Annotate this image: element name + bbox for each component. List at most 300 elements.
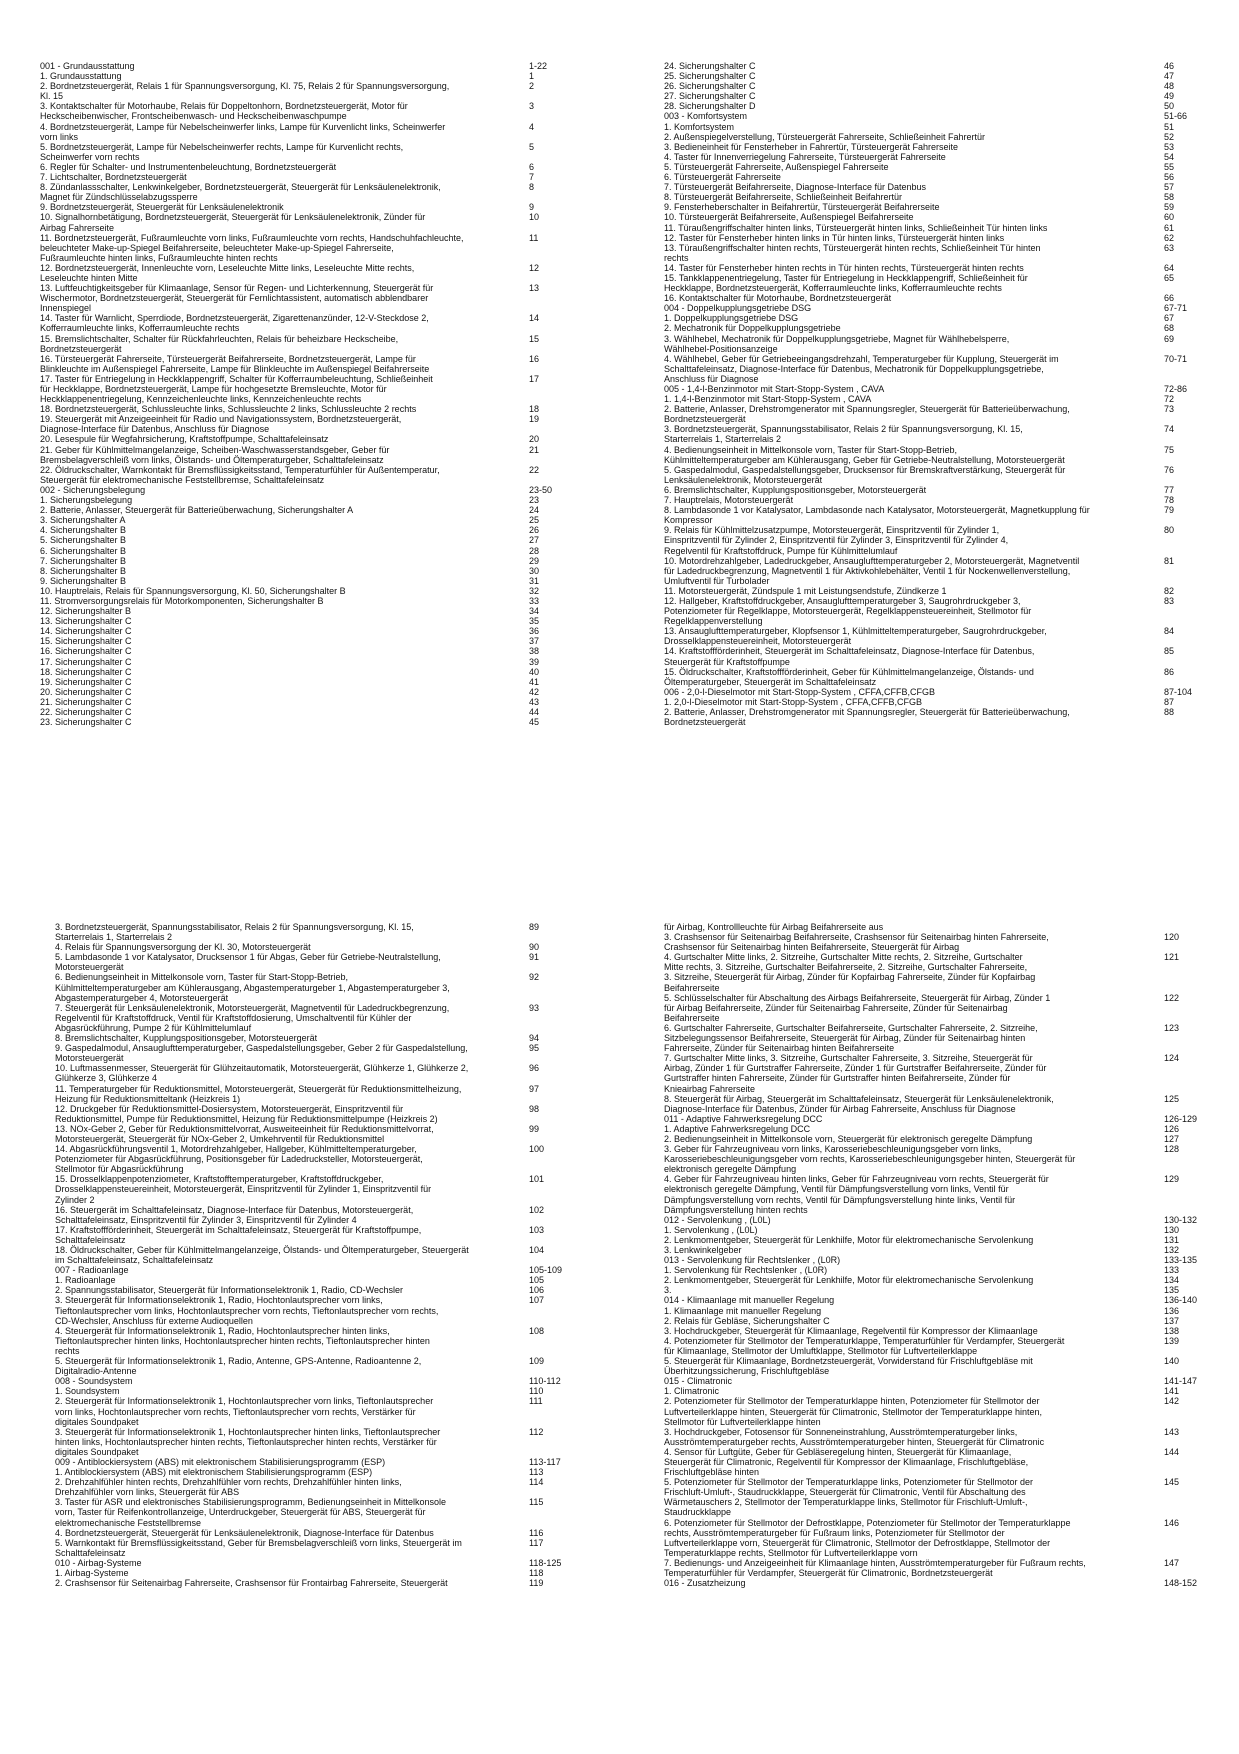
toc-entry-title: 13. Türaußengriffschalter hinten rechts, Türsteuergerät hinten rechts, Schließeinheit Tür hinten rechts [664,242,1041,263]
toc-entry-page: 113 [529,1467,544,1478]
toc-entry [664,993,1200,1023]
toc-entry [664,394,1200,404]
toc-entry [664,273,1200,293]
toc-entry [40,61,563,71]
toc-entry-title: 3. Hochdruckgeber, Steuergerät für Klimaanlage, Regelventil für Kompressor der Klimaanlage [664,1325,1038,1336]
toc-entry [664,525,1200,555]
toc-entry [55,952,563,972]
toc-entry-page: 114 [529,1477,544,1488]
toc-entry [664,1053,1200,1093]
toc-entry-page: 20 [529,434,540,445]
toc-entry-title: 3. Bedieneinheit für Fensterheber in Fahrertür, Türsteuergerät Fahrerseite [664,141,958,152]
toc-entry [664,293,1200,303]
toc-entry [40,414,563,434]
toc-entry-page: 102 [529,1204,545,1215]
toc-entry-page: 64 [1164,262,1175,273]
toc-entry-title: 4. Bedienungseinheit in Mittelkonsole vorn, Taster für Start-Stopp-Betrieb, Kühlmitteltemperaturgeber am Kühlerausgang, Geber für Getriebe-Neutralstellung, Motorsteuergerät [664,444,1065,465]
toc-entry [40,182,563,202]
toc-entry-title: 009 - Antiblockiersystem (ABS) mit elektronischem Stabilisierungsprogramm (ESP) [55,1456,386,1467]
toc-entry-title: 004 - Doppelkupplungsgetriebe DSG [664,303,812,314]
toc-entry-page: 3 [529,101,535,112]
toc-entry-page: 133 [1164,1265,1180,1276]
toc-entry [664,1235,1200,1245]
toc-entry [664,1255,1200,1265]
toc-entry [40,626,563,636]
toc-entry [55,1275,563,1285]
toc-entry [55,1205,563,1225]
toc-entry-page: 127 [1164,1133,1180,1144]
toc-entry-page: 2 [529,81,535,92]
toc-entry [664,313,1200,323]
toc-entry [55,1063,563,1083]
toc-entry [40,71,563,81]
toc-entry [664,1245,1200,1255]
toc-entry [664,243,1200,263]
toc-entry-title: 1. Servolenkung , (L0L) [664,1224,758,1235]
toc-entry-title: 13. Luftfeuchtigkeitsgeber für Klimaanlage, Sensor für Regen- und Lichterkennung, Steuergerät für Wischermotor, Bordnetzsteuergerät, Steuergerät für Fernlichtassistent, automatisch abblendbarer Innenspiegel [40,283,434,314]
toc-column-3 [55,922,563,1741]
toc-entry [664,1174,1200,1214]
toc-entry [664,1396,1200,1426]
toc-entry-page: 107 [529,1295,545,1306]
toc-entry-title: 16. Steuergerät im Schalttafeleinsatz, Diagnose-Interface für Datenbus, Motorsteuergerät, Schalttafeleinsatz, Einspritzventil für Zylinder 3, Einspritzventil für Zylinder 4 [55,1204,414,1225]
toc-entry [40,434,563,444]
toc-entry-page: 81 [1164,555,1175,566]
toc-entry-page: 108 [529,1325,545,1336]
toc-entry-title: 006 - 2,0-l-Dieselmotor mit Start-Stopp-System , CFFA,CFFB,CFGB [664,686,936,697]
toc-entry [40,445,563,465]
toc-entry-page: 106 [529,1285,545,1296]
toc-entry-title: 008 - Soundsystem [55,1376,133,1387]
toc-entry [40,81,563,101]
toc-entry [55,1326,563,1356]
toc-entry [664,1356,1200,1376]
toc-entry-page: 128 [1164,1144,1180,1155]
toc-entry-title: 7. Türsteuergerät Beifahrerseite, Diagnose-Interface für Datenbus [664,182,926,193]
toc-entry-page: 1 [529,71,535,82]
toc-entry-title: 1. Climatronic [664,1386,720,1397]
toc-entry-title: 010 - Airbag-Systeme [55,1557,142,1568]
toc-entry [664,1114,1200,1124]
toc-entry-title: 011 - Adaptive Fahrwerksregelung DCC [664,1113,823,1124]
toc-entry-page: 140 [1164,1356,1180,1367]
toc-entry-page: 95 [529,1043,540,1054]
toc-entry-title: 15. Sicherungshalter C [40,636,132,647]
toc-column-2 [664,61,1200,837]
toc-entry-title: 012 - Servolenkung , (L0L) [664,1214,771,1225]
toc-entry-page: 103 [529,1224,545,1235]
toc-entry-page: 129 [1164,1174,1180,1185]
toc-entry-title: 5. Steuergerät für Klimaanlage, Bordnetzsteuergerät, Vorwiderstand für Frischluftgebläse mit Überhitzungssicherung, Frischluftgebläse [664,1356,1033,1377]
toc-entry [664,586,1200,596]
toc-entry [40,677,563,687]
toc-entry-page: 89 [529,922,540,932]
toc-entry-title: 7. Hauptrelais, Motorsteuergerät [664,495,794,506]
toc-entry-page: 36 [529,626,540,637]
toc-entry-title: 3. Sicherungshalter A [40,515,126,526]
toc-entry-title: 6. Potenziometer für Stellmotor der Defrostklappe, Potenziometer für Stellmotor der Temperaturklappe rechts, Ausströmtemperaturgeber für Fußraum links, Potenziometer für Stellmotor der Luftverteilerklappe vorn, Steuergerät für Climatronic, Stellmotor der Defrostklappe, Stellmotor der Temperaturklappe rechts, Stellmotor für Luftverteilerklappe vorn [664,1517,1071,1558]
toc-entry-title: 15. Öldruckschalter, Kraftstoffförderinheit, Geber für Kühlmittelmangelanzeige, Ölstands- und Öltemperaturgeber, Steuergerät im Schalttafeleinsatz [664,666,1034,687]
toc-entry [40,162,563,172]
toc-entry-page: 48 [1164,81,1175,92]
toc-entry [40,566,563,576]
toc-entry-title: 17. Kraftstoffförderinheit, Steuergerät im Schalttafeleinsatz, Steuergerät für Kraftstoffpumpe, Schalttafeleinsatz [55,1224,422,1245]
toc-entry-page: 25 [529,515,540,526]
toc-entry-title: 7. Sicherungshalter B [40,555,127,566]
toc-entry-page: 33 [529,595,540,606]
toc-entry-title: 2. Batterie, Anlasser, Drehstromgenerator mit Spannungsregler, Steuergerät für Batterieüberwachung, Bordnetzsteuergerät [664,404,1070,425]
toc-entry-title: 2. Spannungsstabilisator, Steuergerät für Informationselektronik 1, Radio, CD-Wechsler [55,1285,404,1296]
toc-entry-page: 148-152 [1164,1578,1198,1589]
toc-column-4 [664,922,1200,1741]
toc-entry-title: 3. [664,1285,672,1296]
toc-entry-page: 18 [529,404,540,415]
toc-entry [664,1295,1200,1305]
toc-entry-page: 43 [529,696,540,707]
toc-entry-title: 27. Sicherungshalter C [664,91,756,102]
toc-entry-title: 3. Hochdruckgeber, Fotosensor für Sonneneinstrahlung, Ausströmtemperaturgeber links, Ausströmtemperaturgeber rechts, Ausströmtemperaturgeber hinten, Steuergerät für Climatronic [664,1426,1045,1447]
toc-entry [40,334,563,354]
toc-entry [664,122,1200,132]
toc-entry-page: 30 [529,565,540,576]
toc-entry-page: 78 [1164,495,1175,506]
toc-entry-page: 27 [529,535,540,546]
toc-entry-title: 25. Sicherungshalter C [664,71,756,82]
toc-entry-page: 116 [529,1527,544,1538]
toc-entry-page: 115 [529,1497,544,1508]
toc-entry-page: 66 [1164,293,1175,304]
toc-entry-page: 101 [529,1174,545,1185]
toc-entry [55,1295,563,1325]
toc-entry [40,172,563,182]
toc-entry-title: 5. Steuergerät für Informationselektronik 1, Radio, Antenne, GPS-Antenne, Radioantenne 2, Digitalradio-Antenne [55,1356,422,1377]
toc-entry-page: 23 [529,495,540,506]
toc-entry-page: 125 [1164,1093,1180,1104]
toc-entry-title: 2. Relais für Gebläse, Sicherungshalter C [664,1315,830,1326]
toc-entry-title: 8. Lambdasonde 1 vor Katalysator, Lambdasonde nach Katalysator, Motorsteuergerät, Magnetkupplung für Kompressor [664,505,1090,526]
toc-entry [40,657,563,667]
toc-entry-page: 34 [529,606,540,617]
toc-entry-title: 2. Lenkmomentgeber, Steuergerät für Lenkhilfe, Motor für elektromechanische Servolenkung [664,1275,1034,1286]
toc-entry [664,404,1200,424]
toc-entry-title: 1. Grundausstattung [40,71,122,82]
toc-entry-page: 42 [529,686,540,697]
toc-entry [664,61,1200,71]
toc-entry-page: 77 [1164,484,1175,495]
toc-entry-page: 4 [529,121,535,132]
toc-entry-page: 111 [529,1396,543,1407]
toc-entry-page: 82 [1164,585,1175,596]
toc-entry-title: 7. Steuergerät für Lenksäulenelektronik, Motorsteuergerät, Magnetventil für Ladedruckbegrenzung, Regelventil für Kraftstoffdruck, Ventil für Kraftstoffdosierung, Umschaltventil für Kühler der Abgasrückführung, Pumpe 2 für Kühlmittelumlauf [55,1002,450,1033]
toc-entry-page: 87-104 [1164,686,1193,697]
toc-entry-page: 59 [1164,202,1175,213]
toc-entry [40,404,563,414]
toc-entry-page: 97 [529,1083,540,1094]
toc-entry-page: 69 [1164,333,1175,344]
toc-entry [664,1285,1200,1295]
toc-entry-title: 6. Türsteuergerät Fahrerseite [664,172,781,183]
toc-entry-title: 2. Batterie, Anlasser, Steuergerät für Batterieüberwachung, Sicherungshalter A [40,505,354,516]
toc-entry-page: 117 [529,1537,544,1548]
toc-entry [664,1265,1200,1275]
toc-entry-title: 2. Außenspiegelverstellung, Türsteuergerät Fahrerseite, Schließeinheit Fahrertür [664,131,985,142]
toc-entry [55,1225,563,1245]
toc-entry [664,182,1200,192]
toc-entry-page: 23-50 [529,484,553,495]
toc-entry-page: 11 [529,232,539,243]
toc-entry-page: 85 [1164,646,1175,657]
toc-entry [664,596,1200,626]
toc-entry-title: 2. Batterie, Anlasser, Drehstromgenerator mit Spannungsregler, Steuergerät für Batterieüberwachung, Bordnetzsteuergerät [664,707,1070,728]
toc-entry-title: 4. Taster für Innenverriegelung Fahrerseite, Türsteuergerät Fahrerseite [664,151,946,162]
toc-entry-title: 9. Sicherungshalter B [40,575,127,586]
toc-entry-title: 015 - Climatronic [664,1376,733,1387]
toc-entry [664,101,1200,111]
toc-entry-title: 7. Lichtschalter, Bordnetzsteuergerät [40,172,187,183]
toc-entry [664,465,1200,485]
toc-entry-title: 2. Lenkmomentgeber, Steuergerät für Lenkhilfe, Motor für elektromechanische Servolenkung [664,1234,1034,1245]
toc-entry [664,1447,1200,1477]
toc-entry-title: 11. Motorsteuergerät, Zündspule 1 mit Leistungsendstufe, Zündkerze 1 [664,585,947,596]
toc-entry-page: 113-117 [529,1456,561,1467]
toc-entry-page: 136-140 [1164,1295,1198,1306]
toc-entry-title: 21. Geber für Kühlmittelmangelanzeige, Scheiben-Waschwasserstandsgeber, Geber für Bremsbelagverschleiß vorn links, Ölstands- und Öltemperaturgeber, Schalttafeleinsatz [40,444,390,465]
toc-entry [55,1538,563,1558]
toc-entry-title: 4. Geber für Fahrzeugniveau hinten links, Geber für Fahrzeugniveau vorn rechts, Steuergerät für elektronisch geregelte Dämpfung, Ventil für Dämpfungsverstellung vorn links, Ventil für Dämpfungsverstellung vorn rechts, Ventil für Dämpfungsverstellung hinte links, Ventil für Dämpfungsverstellung hinten rechts [664,1174,1049,1215]
toc-entry-title: 11. Bordnetzsteuergerät, Fußraumleuchte vorn links, Fußraumleuchte vorn rechts, Handschuhfachleuchte, beleuchteter Make-up-Spiegel Beifahrerseite, beleuchteter Make-up-Spiegel Fahrerseite, Fußraumleuchte hinten links, Fußraumleuchte hinten rechts [40,232,464,263]
toc-entry-page: 84 [1164,626,1175,637]
toc-entry-page: 138 [1164,1325,1180,1336]
toc-entry [40,596,563,606]
toc-entry [40,465,563,485]
toc-entry [664,1275,1200,1285]
toc-entry [40,606,563,616]
toc-entry-title: 10. Signalhornbetätigung, Bordnetzsteuergerät, Steuergerät für Lenksäulenelektronik, Zünder für Airbag Fahrerseite [40,212,426,233]
toc-entry-title: 4. Sensor für Luftgüte, Geber für Gebläseregelung hinten, Steuergerät für Klimaanlage, Steuergerät für Climatronic, Regelventil für Kompressor der Klimaanlage, Frischluftgebläse, Frischluftgebläse hinten [664,1446,1029,1478]
toc-entry-title: 9. Relais für Kühlmittelzusatzpumpe, Motorsteuergerät, Einspritzventil für Zylinder 1, Einspritzventil für Zylinder 2, Einspritzventil für Zylinder 3, Einspritzventil für Zylinder 4, Regelventil für Kraftstoffdruck, Pumpe für Kühlmittelumlauf [664,525,1009,556]
toc-entry-page: 28 [529,545,540,556]
toc-entry [664,81,1200,91]
toc-entry-title: 8. Sicherungshalter B [40,565,127,576]
toc-entry [664,556,1200,586]
toc-entry [664,1134,1200,1144]
toc-entry-page: 137 [1164,1315,1180,1326]
toc-entry-page: 72 [1164,394,1175,405]
toc-entry-page: 37 [529,636,540,647]
toc-entry [55,1528,563,1538]
toc-entry [55,1477,563,1497]
toc-entry [40,616,563,626]
toc-entry-page: 104 [529,1245,545,1255]
toc-entry-title: 2. Crashsensor für Seitenairbag Fahrerseite, Crashsensor für Frontairbag Fahrerseite, Steuergerät [55,1578,448,1589]
toc-entry [55,1084,563,1104]
toc-entry-title: 3. Steuergerät für Informationselektronik 1, Radio, Hochtonlautsprecher vorn links, Tieftonlautsprecher vorn links, Hochtonlautsprecher vorn rechts, Tieftonlautsprecher vorn rechts, CD-Wechsler, Anschluss für externe Audioquellen [55,1295,439,1326]
toc-entry [664,384,1200,394]
toc-entry-title: 12. Druckgeber für Reduktionsmittel-Dosiersystem, Motorsteuergerät, Einspritzventil für Reduktionsmittel, Pumpe für Reduktionsmittel, Heizung für Reduktionsmittelpumpe (Heizkreis 2) [55,1103,438,1124]
toc-entry-title: 1. Radioanlage [55,1275,116,1286]
toc-entry [40,485,563,495]
toc-entry-title: 16. Türsteuergerät Fahrerseite, Türsteuergerät Beifahrerseite, Bordnetzsteuergerät, Lampe für Blinkleuchte im Außenspiegel Fahrerseite, Lampe für Blinkleuchte im Außenspiegel Beifahrerseite [40,353,430,374]
toc-entry-page: 87 [1164,696,1175,707]
toc-entry-page: 1-22 [529,61,548,71]
toc-entry-page: 145 [1164,1477,1180,1488]
toc-entry-title: 5. Lambdasonde 1 vor Katalysator, Drucksensor 1 für Abgas, Geber für Getriebe-Neutralstellung, Motorsteuergerät [55,952,441,973]
toc-entry [55,1124,563,1144]
toc-entry [664,192,1200,202]
toc-entry-title: 5. Bordnetzsteuergerät, Lampe für Nebelscheinwerfer rechts, Lampe für Kurvenlicht rechts, Scheinwerfer vorn rechts [40,141,404,162]
toc-entry-title: 5. Sicherungshalter B [40,535,127,546]
toc-entry [664,1578,1200,1588]
toc-entry-page: 122 [1164,992,1180,1003]
toc-entry [664,1316,1200,1326]
toc-entry [664,505,1200,525]
toc-entry-title: 14. Kraftstoffförderinheit, Steuergerät im Schalttafeleinsatz, Diagnose-Interface für Datenbus, Steuergerät für Kraftstoffpumpe [664,646,1035,667]
toc-entry [55,922,563,942]
toc-entry [40,525,563,535]
toc-entry [40,212,563,232]
toc-entry [55,1003,563,1033]
toc-entry [664,1336,1200,1356]
toc-entry-title: 10. Hauptrelais, Relais für Spannungsversorgung, Kl. 50, Sicherungshalter B [40,585,346,596]
toc-entry [664,132,1200,142]
toc-entry-title: 6. Sicherungshalter B [40,545,127,556]
toc-entry-title: 13. Ansauglufttemperaturgeber, Klopfsensor 1, Kühlmitteltemperaturgeber, Saugrohrdruckgeber, Drosselklappensteuereinheit, Motorsteuergerät [664,626,1047,647]
toc-entry-page: 47 [1164,71,1175,82]
toc-entry-title: 4. Sicherungshalter B [40,525,127,536]
toc-entry-page: 126-129 [1164,1113,1198,1124]
toc-entry-page: 54 [1164,151,1175,162]
toc-entry [55,1457,563,1467]
toc-entry-page: 67 [1164,313,1175,324]
toc-entry [40,233,563,263]
toc-entry-title: 14. Taster für Fensterheber hinten rechts in Tür hinten rechts, Türsteuergerät hinten rechts [664,262,1024,273]
toc-entry-page: 38 [529,646,540,657]
toc-entry-title: 18. Bordnetzsteuergerät, Schlussleuchte links, Schlussleuchte 2 links, Schlussleuchte 2 rechts [40,404,417,415]
toc-entry-title: 6. Gurtschalter Fahrerseite, Gurtschalter Beifahrerseite, Gurtschalter Fahrerseite, 2. Sitzreihe, Sitzbelegungssensor Beifahrerseite, Steuergerät für Airbag, Zünder für Seitenairbag hinten Fahrerseite, Zünder für Seitenairbag hinten Beifahrerseite [664,1022,1038,1054]
toc-entry-page: 24 [529,505,540,516]
toc-entry-page: 72-86 [1164,384,1188,394]
toc-entry [664,1306,1200,1316]
toc-entry-title: 15. Drosselklappenpotenziometer, Kraftstofftemperaturgeber, Kraftstoffdruckgeber, Drosselklappensteuereinheit, Motorsteuergerät, Einspritzventil für Zylinder 1, Einspritzventil für Zylinder 2 [55,1174,432,1205]
toc-entry-page: 53 [1164,141,1175,152]
toc-entry-title: 13. NOx-Geber 2, Geber für Reduktionsmittelvorrat, Ausweiteeinheit für Reduktionsmittelvorrat, Motorsteuergerät, Steuergerät für NOx-Geber 2, Umkehrventil für Reduktionsmittel [55,1123,434,1144]
toc-entry [664,303,1200,313]
toc-entry [55,1497,563,1527]
toc-entry-title: 1. Sicherungsbelegung [40,495,133,506]
toc-entry-title: 4. Potenziometer für Stellmotor der Temperaturklappe, Temperaturfühler für Verdampfer, Steuergerät für Klimaanlage, Stellmotor der Umluftklappe, Stellmotor für Luftverteilerklappe [664,1335,1065,1356]
toc-entry [664,667,1200,687]
toc-entry-title: 9. Fensterheberschalter in Beifahrertür, Türsteuergerät Beifahrerseite [664,202,940,213]
toc-entry-title: 4. Gurtschalter Mitte links, 2. Sitzreihe, Gurtschalter Mitte rechts, 2. Sitzreihe, Gurtschalter Mitte rechts, 3. Sitzreihe, Gurtschalter Beifahrerseite, 2. Sitzreihe, Gurtschalter Fahrerseite, 3. Sitzreihe, Steuergerät für Airbag, Zünder für Kopfairbag Fahrerseite, Zünder für Kopfairbag Beifahrerseite [664,952,1036,993]
toc-entry-title: 22. Öldruckschalter, Warnkontakt für Bremsflüssigkeitsstand, Temperaturfühler für Außentemperatur, Steuergerät für elektromechanische Feststellbremse, Schalttafeleinsatz [40,464,440,485]
toc-entry-title: 1. 2,0-l-Dieselmotor mit Start-Stopp-System , CFFA,CFFB,CFGB [664,696,923,707]
toc-entry-page: 45 [529,717,540,728]
toc-entry-title: 1. Doppelkupplungsgetriebe DSG [664,313,799,324]
toc-entry-page: 126 [1164,1123,1180,1134]
toc-entry-title: 5. Schlüsselschalter für Abschaltung des Airbags Beifahrerseite, Steuergerät für Airbag, Zünder 1 für Airbag Beifahrerseite, Zünder für Seitenairbag Fahrerseite, Zünder für Seitenairbag Beifahrerseite [664,992,1051,1023]
toc-entry [55,1467,563,1477]
toc-entry [664,485,1200,495]
toc-entry-title: 2. Bordnetzsteuergerät, Relais 1 für Spannungsversorgung, Kl. 75, Relais 2 für Spannungsversorgung, Kl. 15 [40,81,450,102]
toc-entry-page: 76 [1164,464,1175,475]
toc-entry-page: 120 [1164,932,1180,943]
toc-entry [40,546,563,556]
toc-entry [664,1094,1200,1114]
toc-entry-page: 22 [529,464,540,475]
toc-entry-title: 10. Motordrehzahlgeber, Ladedruckgeber, Ansauglufttemperaturgeber 2, Motorsteuergerät, Magnetventil für Ladedruckbegrenzung, Magnetventil 1 für Aktivkohlebehälter, Ventil 1 für Nockenwellenverstellung, Umluftventil für Turbolader [664,555,1080,586]
toc-entry-title: 1. Klimaanlage mit manueller Regelung [664,1305,822,1316]
toc-entry [40,142,563,162]
toc-entry-title: 005 - 1,4-l-Benzinmotor mit Start-Stopp-System , CAVA [664,384,885,394]
toc-entry-title: 8. Türsteuergerät Beifahrerseite, Schließeinheit Beifahrertür [664,192,902,203]
toc-entry-page: 93 [529,1002,540,1013]
toc-entry [664,142,1200,152]
toc-entry [664,1225,1200,1235]
toc-entry [55,1578,563,1588]
toc-entry-page: 135 [1164,1285,1180,1296]
toc-entry [40,576,563,586]
toc-entry-title: 17. Taster für Entriegelung in Heckklappengriff, Schalter für Kofferraumbeleuchtung, Schließeinheit für Heckklappe, Bordnetzsteuergerät, Lampe für hochgesetzte Bremsleuchte, Motor für Heckklappenentriegelung, Kennzeichenleuchte links, Kennzeichenleuchte rechts [40,373,433,405]
toc-entry-page: 98 [529,1103,540,1114]
toc-entry-title: 3. Crashsensor für Seitenairbag Beifahrerseite, Crashsensor für Seitenairbag hinten Fahrerseite, Crashsensor für Seitenairbag hinten Beifahrerseite, Steuergerät für Airbag [664,932,1049,953]
toc-entry-page: 91 [529,952,540,963]
toc-entry [40,263,563,283]
toc-entry [40,202,563,212]
toc-entry-page: 21 [529,444,540,455]
toc-entry-title: 12. Sicherungshalter B [40,606,132,617]
toc-entry-page: 119 [529,1578,544,1589]
toc-entry-page: 130 [1164,1224,1180,1235]
toc-entry [55,1285,563,1295]
toc-entry [40,535,563,545]
toc-entry-page: 144 [1164,1446,1180,1457]
toc-entry-page: 141-147 [1164,1376,1198,1387]
toc-entry-page: 9 [529,202,535,213]
toc-entry [664,323,1200,333]
toc-entry-title: 14. Sicherungshalter C [40,626,132,637]
toc-entry-page: 61 [1164,222,1175,233]
toc-entry [40,586,563,596]
toc-entry [664,424,1200,444]
toc-entry-page: 5 [529,141,535,152]
toc-entry [664,152,1200,162]
toc-entry-page: 67-71 [1164,303,1188,314]
toc-entry-page: 10 [529,212,540,223]
toc-entry [55,1265,563,1275]
toc-entry-page: 88 [1164,707,1175,717]
toc-entry [664,202,1200,212]
toc-entry-title: 12. Hallgeber, Kraftstoffdruckgeber, Ansauglufttemperaturgeber 3, Saugrohrdruckgeber 3, Potenziometer für Regelklappe, Motorsteuergerät, Regelklappensteuereinheit, Stellmotor für Regelklappenverstellung [664,595,1032,627]
toc-entry-page: 51 [1164,121,1175,132]
toc-entry-title: 3. Taster für ASR und elektronisches Stabilisierungsprogramm, Bedienungseinheit in Mittelkonsole vorn, Taster für Reifenkontrollanzeige, Unterdruckgeber, Steuergerät für ABS, Steuergerät für elektromechanische Feststellbremse [55,1497,447,1528]
toc-entry-title: 11. Türaußengriffschalter hinten links, Türsteuergerät hinten links, Schließeinheit Tür hinten links [664,222,1048,233]
toc-entry [55,1033,563,1043]
toc-entry-page: 17 [529,373,540,384]
toc-entry-page: 41 [529,676,540,687]
toc-entry [55,942,563,952]
toc-entry-title: 001 - Grundausstattung [40,61,135,71]
toc-entry-title: 16. Kontaktschalter für Motorhaube, Bordnetzsteuergerät [664,293,892,304]
toc-entry-page: 29 [529,555,540,566]
toc-entry-page: 146 [1164,1517,1180,1528]
toc-entry [664,162,1200,172]
toc-entry-title: 2. Bedienungseinheit in Mittelkonsole vorn, Steuergerät für elektronisch geregelte Dämpfung [664,1133,1033,1144]
toc-entry-title: 3. Lenkwinkelgeber [664,1245,742,1255]
toc-entry [664,1386,1200,1396]
toc-entry-title: 18. Sicherungshalter C [40,666,132,677]
toc-entry-page: 39 [529,656,540,667]
toc-entry-title: 1. Komfortsystem [664,121,735,132]
